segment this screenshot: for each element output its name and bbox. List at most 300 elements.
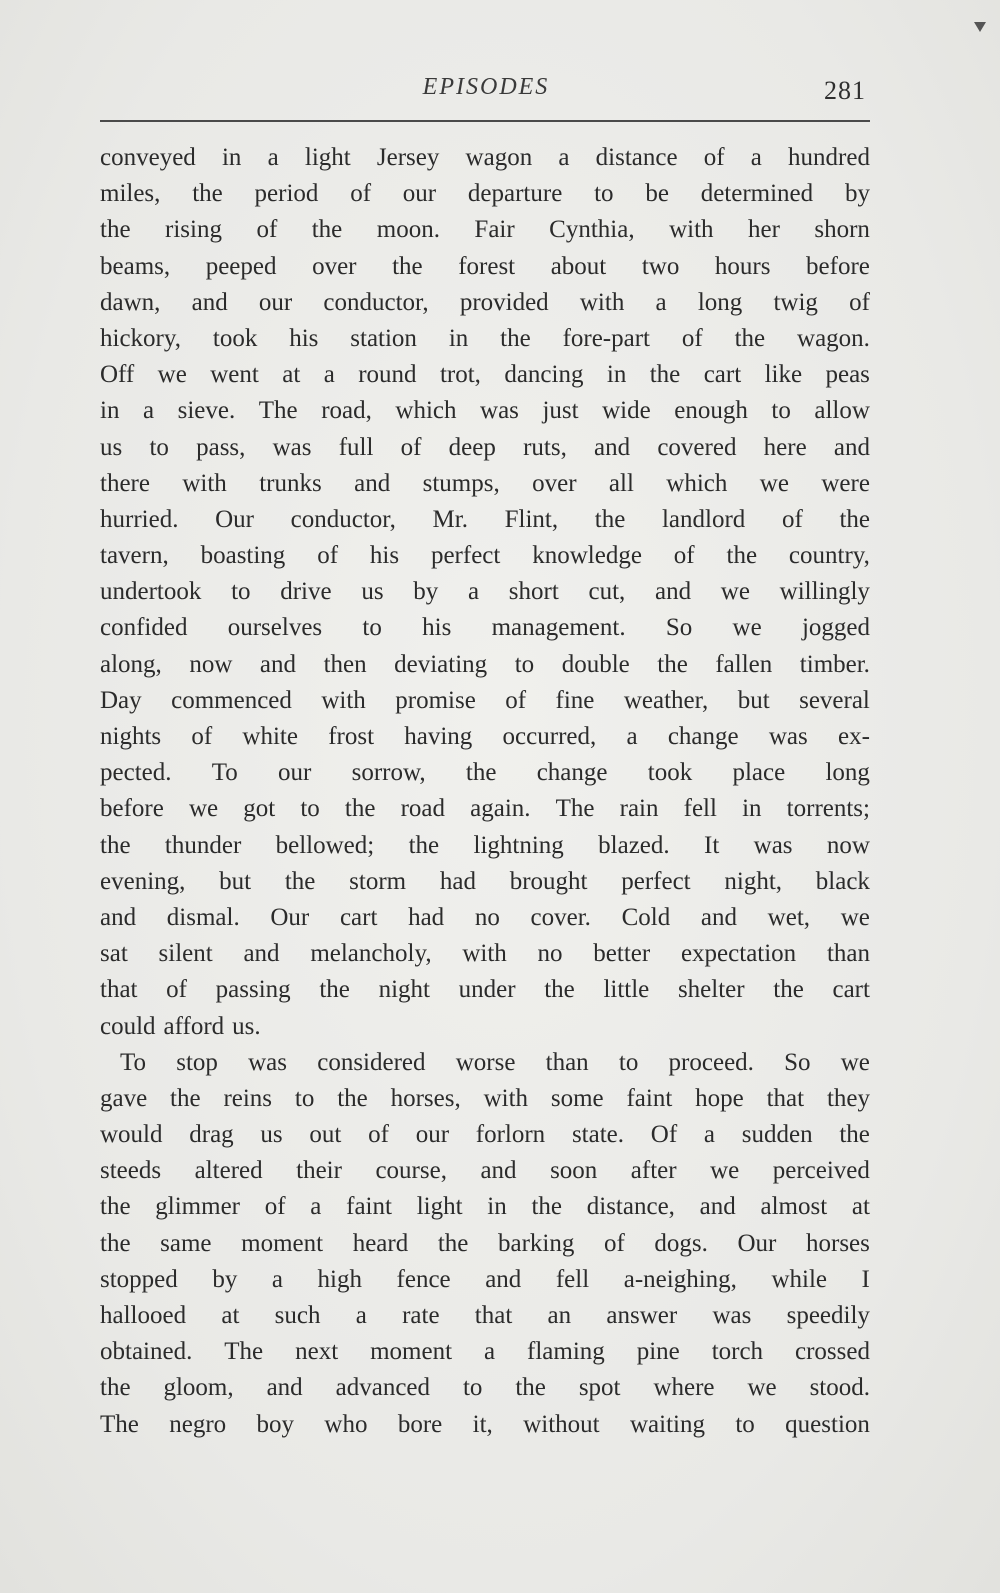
word: the [100, 216, 131, 244]
word: weather, [623, 686, 709, 714]
word: before [100, 795, 164, 823]
word: fallen [715, 650, 773, 678]
word: wet, [767, 903, 811, 931]
word: full [338, 433, 374, 461]
text-line [100, 936, 870, 972]
word: passing [215, 976, 291, 1004]
word: ruts, [523, 433, 567, 461]
text-line [100, 900, 870, 936]
word: the [649, 361, 681, 389]
word: departure [467, 180, 563, 208]
word: heard [352, 1229, 409, 1257]
word: boasting [200, 542, 286, 570]
word: we [710, 1157, 740, 1185]
word: and [266, 1374, 303, 1402]
word: cart [832, 976, 870, 1004]
word: but [219, 867, 252, 895]
word: To [211, 759, 238, 787]
word: rising [165, 216, 222, 244]
word: of [368, 1121, 389, 1149]
word: had [408, 903, 445, 931]
word: a [483, 1338, 496, 1366]
word: we [157, 361, 187, 389]
word: our [258, 288, 293, 316]
word: a [271, 1265, 283, 1293]
word: over [532, 469, 577, 497]
word: torch [711, 1338, 764, 1366]
word: shelter [677, 976, 745, 1004]
word: again. [470, 795, 531, 823]
word: dismal. [166, 903, 240, 931]
word: road, [321, 397, 372, 425]
word: occurred, [502, 723, 597, 750]
word: period [254, 180, 319, 208]
word: our [278, 759, 312, 787]
word: perceived [772, 1157, 870, 1185]
word: such [274, 1302, 321, 1329]
word: was [248, 1048, 288, 1076]
word: a [626, 723, 638, 750]
word: we [747, 1374, 777, 1402]
word: high [317, 1265, 362, 1293]
word: and [654, 578, 692, 606]
text-line [100, 755, 870, 791]
word: silent [158, 940, 213, 968]
word: conductor, [323, 288, 429, 316]
word: distance [595, 144, 678, 171]
word: of [681, 324, 703, 352]
word: no [474, 903, 500, 931]
word: of [781, 505, 803, 533]
word: long [697, 288, 743, 316]
word: the [500, 324, 531, 352]
word: would [100, 1121, 163, 1149]
word: about [550, 252, 607, 280]
word: two [641, 252, 680, 280]
word: blazed. [598, 831, 670, 859]
word: Our [270, 903, 310, 931]
word: hundred [788, 144, 870, 171]
word: So [784, 1048, 811, 1076]
word: a [310, 1193, 322, 1221]
word: the [192, 180, 223, 208]
text-line [100, 1081, 870, 1117]
word: bore [397, 1410, 443, 1438]
word: sudden [741, 1121, 813, 1149]
word: the [100, 1229, 131, 1257]
word: almost [760, 1193, 828, 1221]
word: tavern, [100, 542, 169, 570]
word: perfect [621, 867, 691, 895]
word: to [231, 578, 251, 606]
text-line [100, 502, 870, 538]
word: and [594, 433, 631, 461]
word: hope [695, 1084, 744, 1112]
word: we [720, 578, 750, 606]
word: torrents; [786, 795, 870, 823]
word: ourselves [227, 614, 323, 642]
word: answer [606, 1302, 678, 1329]
word: by [844, 180, 870, 208]
word: with [321, 686, 366, 714]
word: it, [472, 1410, 493, 1438]
word: rate [402, 1302, 440, 1329]
word: conductor, [290, 505, 396, 533]
word: under [458, 976, 516, 1004]
word: us [260, 1121, 283, 1149]
text-line [100, 393, 870, 429]
word: and [699, 1193, 736, 1221]
word: beams, [100, 252, 171, 280]
word: station [350, 324, 417, 352]
word: of [505, 686, 527, 714]
word: long [825, 759, 870, 787]
word: by [212, 1265, 238, 1293]
word: evening, [100, 867, 186, 895]
text-line [100, 719, 870, 755]
word: at [851, 1193, 870, 1221]
word: deep [448, 433, 496, 461]
word: next [295, 1338, 339, 1366]
word: distance, [586, 1193, 675, 1221]
word: storm [349, 867, 407, 895]
word: the [734, 324, 766, 352]
text-line [100, 176, 870, 212]
word: Our [215, 505, 254, 533]
word: white [242, 723, 298, 750]
word: took [212, 324, 258, 352]
word: like [764, 361, 803, 389]
word: could [100, 1012, 156, 1040]
word: wagon [465, 144, 533, 171]
word: faint [346, 1193, 392, 1221]
word: here [763, 433, 807, 461]
text-line [100, 610, 870, 646]
word: before [806, 252, 870, 280]
word: promise [395, 686, 476, 714]
word: a [323, 361, 335, 389]
word: than [545, 1048, 589, 1076]
word: crossed [795, 1338, 870, 1366]
word: by [413, 578, 439, 606]
word: the [515, 1374, 546, 1402]
word: same [160, 1229, 212, 1257]
word: the [100, 831, 131, 859]
word: the [839, 505, 870, 533]
word: just [542, 397, 579, 425]
word: that [474, 1302, 513, 1329]
word: a [750, 144, 762, 171]
word: his [369, 542, 400, 570]
word: afford [163, 1012, 225, 1040]
word: advanced [335, 1374, 431, 1402]
word: speedily [786, 1302, 870, 1329]
text-line [100, 1045, 870, 1081]
word: along, [100, 650, 162, 678]
text-line [100, 647, 870, 683]
word: having [404, 723, 473, 750]
word: we [840, 903, 870, 931]
word: of [849, 288, 870, 316]
word: the [311, 216, 343, 244]
word: the [465, 759, 497, 787]
text-line [100, 1334, 870, 1370]
word: at [221, 1302, 240, 1329]
word: country, [788, 542, 870, 570]
word: of [264, 1193, 286, 1221]
word: sat [100, 940, 128, 968]
word: where [653, 1374, 715, 1402]
word: considered [317, 1048, 426, 1076]
text-line [100, 538, 870, 574]
word: of [350, 180, 372, 208]
word: to [618, 1048, 639, 1076]
word: a [703, 1121, 716, 1149]
word: and [191, 288, 228, 316]
text-line [100, 321, 870, 357]
word: gloom, [163, 1374, 234, 1402]
word: lightning [473, 831, 564, 859]
word: It [704, 831, 720, 859]
body-text [100, 140, 870, 1443]
word: drive [280, 578, 332, 606]
word: we [188, 795, 219, 823]
word: and [243, 940, 280, 968]
word: which [666, 469, 728, 497]
word: reins [223, 1084, 273, 1112]
word: commenced [171, 686, 292, 714]
word: timber. [799, 650, 870, 678]
text-line [100, 1407, 870, 1443]
text-line [100, 466, 870, 502]
word: his [422, 614, 452, 642]
text-line [100, 1262, 870, 1298]
word: road [400, 795, 445, 823]
word: forlorn [475, 1121, 546, 1149]
word: in [100, 397, 120, 425]
word: some [550, 1084, 604, 1112]
word: Cold [621, 903, 671, 931]
word: was [712, 1302, 752, 1329]
word: took [647, 759, 693, 787]
word: drag [189, 1121, 234, 1149]
word: in [606, 361, 627, 389]
word: with [669, 216, 714, 244]
word: us [100, 433, 123, 461]
word: cut, [588, 578, 626, 606]
word: black [815, 867, 870, 895]
word: cart [703, 361, 742, 389]
word: now [189, 650, 233, 678]
corner-speck-mark [974, 22, 986, 32]
word: dogs. [654, 1229, 708, 1257]
word: was [480, 397, 519, 425]
word: pass, [196, 433, 246, 461]
word: altered [194, 1157, 263, 1185]
word: dawn, [100, 288, 161, 316]
word: better [593, 940, 651, 968]
text-line [100, 430, 870, 466]
header-rule [100, 120, 870, 122]
word: in [487, 1193, 507, 1221]
word: and [833, 433, 870, 461]
word: and [100, 903, 137, 931]
word: in [742, 795, 762, 823]
word: worse [455, 1048, 516, 1076]
word: Flint, [504, 505, 559, 533]
text-line [100, 574, 870, 610]
word: light [304, 144, 351, 171]
word: waiting [629, 1410, 705, 1438]
word: over [312, 252, 357, 280]
word: their [296, 1157, 342, 1185]
word: the [657, 650, 688, 678]
word: rain [619, 795, 659, 823]
word: the [408, 831, 440, 859]
word: went [210, 361, 259, 389]
word: Mr. [432, 505, 468, 533]
page-number: 281 [824, 76, 866, 105]
word: with [579, 288, 625, 316]
word: to [771, 397, 791, 425]
text-line [100, 1370, 870, 1406]
word: who [324, 1410, 368, 1438]
word: barking [497, 1229, 575, 1257]
word: perfect [430, 542, 501, 570]
word: steeds [100, 1157, 162, 1185]
word: with [462, 940, 507, 968]
word: thunder [164, 831, 242, 859]
word: night, [724, 867, 783, 895]
word: place [732, 759, 786, 787]
word: Day [100, 686, 142, 714]
word: the [100, 1193, 131, 1221]
word: her [747, 216, 780, 244]
word: state. [571, 1121, 625, 1149]
word: Jersey [376, 144, 440, 171]
word: and [354, 469, 391, 497]
word: frost [328, 723, 375, 750]
word: at [282, 361, 301, 389]
text-line [100, 1298, 870, 1334]
text-line [100, 140, 870, 176]
word: stood. [809, 1374, 870, 1402]
word: the [839, 1121, 870, 1149]
word: boy [256, 1410, 295, 1438]
word: peeped [205, 252, 277, 280]
word: shorn [814, 216, 870, 244]
word: short [508, 578, 559, 606]
word: provided [459, 288, 549, 316]
word: To [120, 1048, 147, 1076]
word: than [826, 940, 870, 968]
word: a [267, 144, 279, 171]
text-line [100, 828, 870, 864]
word: us. [232, 1012, 261, 1040]
word: the [319, 976, 350, 1004]
page-header [100, 72, 872, 112]
word: an [547, 1302, 572, 1329]
word: hours [714, 252, 771, 280]
word: had [439, 867, 476, 895]
word: moment [241, 1229, 324, 1257]
word: jogged [801, 614, 870, 642]
word: was [768, 723, 808, 750]
word: got [243, 795, 276, 823]
word: allow [814, 397, 870, 425]
word: cart [339, 903, 378, 931]
word: the [594, 505, 626, 533]
word: with [483, 1084, 529, 1112]
word: after [630, 1157, 677, 1185]
word: The [100, 1410, 139, 1438]
word: be [645, 180, 669, 208]
word: determined [700, 180, 814, 208]
word: fine [555, 686, 595, 714]
word: no [537, 940, 563, 968]
word: trot, [439, 361, 481, 389]
word: the [437, 1229, 469, 1257]
word: round [358, 361, 417, 389]
word: out [309, 1121, 342, 1149]
word: to [362, 614, 382, 642]
word: our [402, 180, 437, 208]
word: moment [370, 1338, 453, 1366]
word: a-neighing, [623, 1265, 737, 1293]
word: a [142, 397, 155, 425]
word: but [737, 686, 770, 714]
word: stopped [100, 1265, 178, 1293]
word: a [355, 1302, 367, 1329]
text-line [100, 212, 870, 248]
text-line [100, 1226, 870, 1262]
word: and [700, 903, 737, 931]
word: in [448, 324, 469, 352]
word: flaming [527, 1338, 605, 1366]
word: Cynthia, [549, 216, 635, 244]
running-head: EPISODES [422, 74, 550, 100]
word: to [462, 1374, 483, 1402]
word: the [531, 1193, 563, 1221]
word: fore-part [562, 324, 651, 352]
word: the [544, 976, 575, 1004]
word: the [284, 867, 316, 895]
text-line [100, 972, 870, 1008]
word: us [361, 578, 384, 606]
word: fell [683, 795, 717, 823]
word: of [400, 433, 422, 461]
word: I [861, 1265, 870, 1293]
word: Off [100, 361, 135, 389]
text-line [100, 1153, 870, 1189]
word: management. [491, 614, 626, 642]
word: willingly [779, 578, 870, 606]
word: of [603, 1229, 625, 1257]
word: and [485, 1265, 522, 1293]
text-line [100, 1117, 870, 1153]
word: the [726, 542, 758, 570]
word: that [100, 976, 138, 1004]
word: a [467, 578, 480, 606]
word: they [826, 1084, 870, 1112]
word: were [821, 469, 870, 497]
word: fence [396, 1265, 451, 1293]
word: we [840, 1048, 870, 1076]
word: dancing [504, 361, 584, 389]
word: all [608, 469, 634, 497]
text-line [100, 864, 870, 900]
word: to [514, 650, 535, 678]
